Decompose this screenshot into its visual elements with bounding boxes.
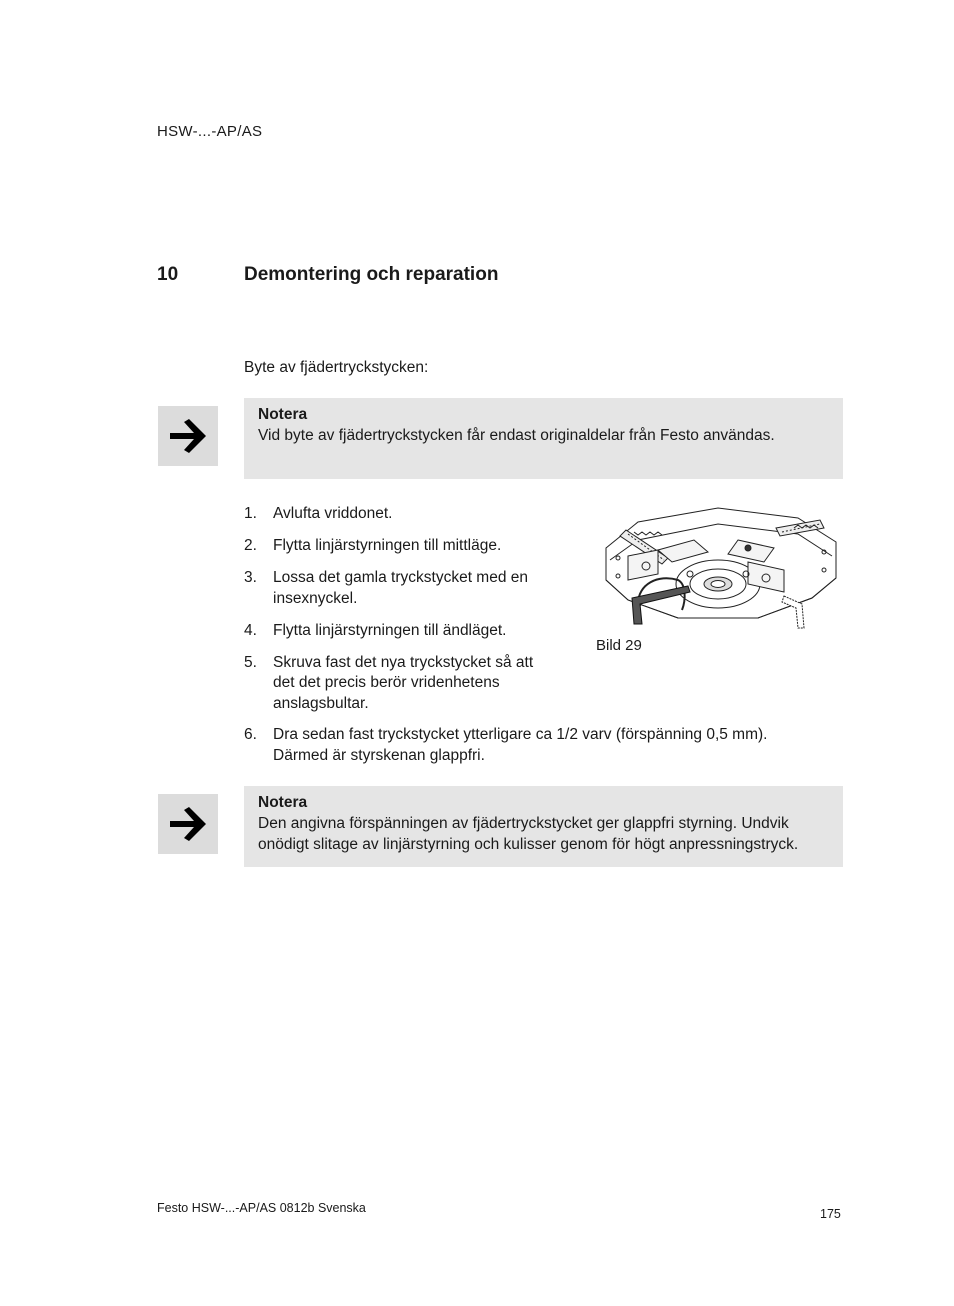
list-item: 3. Lossa det gamla tryckstycket med en insexnyckel. [244,569,529,607]
note-box-1 [244,398,843,479]
figure-caption: Bild 29 [596,637,642,654]
note-title: Notera [258,794,308,811]
note-box-2 [244,786,843,867]
rotary-drive-illustration [598,500,843,635]
note-text: Vid byte av fjädertryckstycken får endast originaldelar från Festo användas. [258,427,775,444]
figure-illustration [598,500,843,635]
list-item: 6. Dra sedan fast tryckstycket ytterligare ca 1/2 varv (förspänning 0,5 mm). Därmed är styrskenan glappfri. [244,726,768,764]
note-text: Den angivna förspänningen av fjädertryckstycket ger glappfri styrning. Undvik onödigt slitage av linjärstyrning och kulisser genom för högt anpressningstryck. [258,815,799,853]
section-title: Demontering och reparation [244,264,499,285]
list-item: 2. Flytta linjärstyrningen till mittläge. [244,537,502,554]
note-arrow-icon [158,406,218,466]
arrow-right-icon [166,416,210,456]
page-number: 175 [820,1207,841,1221]
document-header: HSW-...-AP/AS [157,123,263,140]
arrow-right-icon [166,804,210,844]
list-item: 1. Avlufta vriddonet. [244,505,393,522]
footer-document-info: Festo HSW-...-AP/AS 0812b Svenska [157,1201,366,1215]
intro-text: Byte av fjädertryckstycken: [244,359,429,376]
section-number: 10 [157,264,179,285]
list-item: 5. Skruva fast det nya tryckstycket så att det det precis berör vridenhetens anslagsbultar. [244,653,534,712]
instruction-list [244,504,574,726]
list-item: 4. Flytta linjärstyrningen till ändläget. [244,621,507,639]
note-title: Notera [258,406,308,423]
note-arrow-icon [158,794,218,854]
